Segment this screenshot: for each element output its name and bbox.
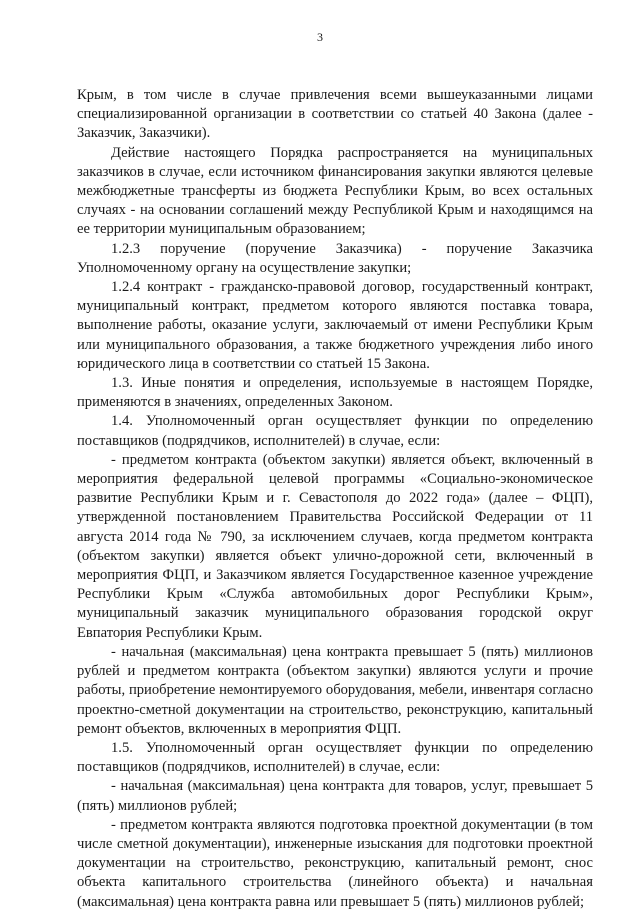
paragraph: 1.4. Уполномоченный орган осуществляет функции по определению поставщиков (подрядчиков, исполнителей) в случае, если: <box>77 413 593 449</box>
paragraph: 1.2.4 контракт - гражданско-правовой договор, государственный контракт, муниципальный контракт, предметом которого являются поставка товара, выполнение работы, оказание услуги, заключаемый от имени Республики Крым или муниципального образования, а также бюджетного учреждения либо иного юридического лица в соответствии со статьей 15 Закона. <box>77 279 593 372</box>
paragraph: Крым, в том числе в случае привлечения всеми вышеуказанными лицами специализированной организации в соответствии со статьей 40 Закона (далее - Заказчик, Заказчики). <box>77 87 593 142</box>
paragraph: - начальная (максимальная) цена контракта превышает 5 (пять) миллионов рублей и предметом контракта (объектом закупки) являются услуги и прочие работы, приобретение немонтируемого оборудования, мебели, инвентаря согласно проектно-сметной документации на строительство, реконструкцию, капитальный ремонт объектов, включенных в мероприятия ФЦП. <box>77 643 593 737</box>
paragraph: - начальная (максимальная) цена контракта для товаров, услуг, превышает 5 (пять) миллионов рублей; <box>77 778 593 814</box>
paragraph: 1.2.3 поручение (поручение Заказчика) - поручение Заказчика Уполномоченному органу на осуществление закупки; <box>77 240 593 276</box>
paragraph: Действие настоящего Порядка распространяется на муниципальных заказчиков в случае, если источником финансирования закупки являются целевые межбюджетные трансферты из бюджета Республики Крым, во всех остальных случаях - на основании соглашений между Республикой Крым и находящимся на ее территории муниципальным образованием; <box>77 144 593 238</box>
paragraph: 1.5. Уполномоченный орган осуществляет функции по определению поставщиков (подрядчиков, исполнителей) в случае, если: <box>77 739 593 776</box>
paragraph: 1.3. Иные понятия и определения, используемые в настоящем Порядке, применяются в значениях, определенных Законом. <box>77 375 593 411</box>
paragraph: - предметом контракта являются подготовка проектной документации (в том числе сметной документации), инженерные изыскания для подготовки проектной документации на строительство, реконструкцию, капитальный ремонт, снос объекта капитального строительства (линейного объекта) и начальная (максимальная) цена контракта равна или превышает 5 (пять) миллионов рублей; <box>77 816 593 910</box>
document-body <box>77 86 593 912</box>
page-number: 3 <box>317 30 323 44</box>
paragraph: - предметом контракта (объектом закупки) является объект, включенный в мероприятия федеральной целевой программы «Социально-экономическое развитие Республики Крым и г. Севастополя до 2022 года» (далее – ФЦП), утвержденной постановлением Правительства Российской Федерации от 11 августа 2014 года № 790, за исключением случаев, когда предметом контракта (объектом закупки) является объект улично-дорожной сети, включенный в мероприятия ФЦП, и Заказчиком является Государственное казенное учреждение Республики Крым «Служба автомобильных дорог Республики Крым», муниципальный заказчик муниципального образования городской округ Евпатория Республики Крым. <box>77 451 593 641</box>
